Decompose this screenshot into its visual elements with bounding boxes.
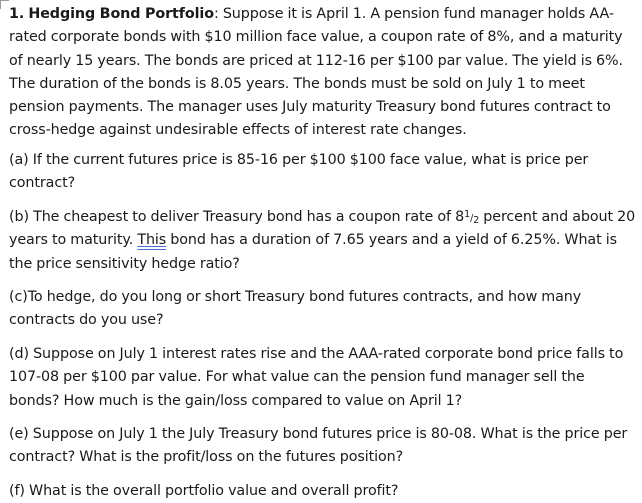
question-b-text-mid: percent and about 20 years to maturity. <box>9 209 636 249</box>
problem-body: Suppose it is April 1. A pension fund manager holds AA-rated corporate bonds with $10 million face value, a coupon rate of 8%, and a maturity of nearly 15 years. The bonds are priced at 112-16 per $100 par value. The yield is 6%. The duration of the bonds is 8.05 years. The bonds must be sold on July 1 to meet pension payments. The manager uses July maturity Treasury bond futures contract to cross-hedge against undesirable effects of interest rate changes. <box>9 6 623 139</box>
grammar-flagged-word[interactable]: This <box>137 232 167 249</box>
problem-number: 1. <box>9 6 25 22</box>
question-b <box>9 206 637 276</box>
fraction-one-half: $^1/_2$ <box>464 209 480 226</box>
problem-title: Hedging Bond Portfolio <box>28 6 214 22</box>
question-d: (d) Suppose on July 1 interest rates rise and the AAA-rated corporate bond price falls to 107-08 per $100 par value. For what value can the pension fund manager sell the bonds? How much is the gain/loss compared to value on April 1? <box>9 346 624 409</box>
question-f: (f) What is the overall portfolio value and overall profit? <box>9 483 399 499</box>
problem-title-colon: : <box>213 6 219 22</box>
question-b-text-end: bond has a duration of 7.65 years and a yield of 6.25%. What is the price sensitivity hedge ratio? <box>9 232 617 272</box>
question-a: (a) If the current futures price is 85-16 per $100 $100 face value, what is price per contract? <box>9 152 589 192</box>
problem-intro <box>9 3 637 143</box>
question-b-text-start: (b) The cheapest to deliver Treasury bond has a coupon rate of 8 <box>9 209 465 225</box>
question-e: (e) Suppose on July 1 the July Treasury bond futures price is 80-08. What is the price per contract? What is the profit/loss on the futures position? <box>9 426 628 466</box>
question-c: (c)To hedge, do you long or short Treasury bond futures contracts, and how many contracts do you use? <box>9 289 582 329</box>
page-corner-mark <box>0 0 9 9</box>
